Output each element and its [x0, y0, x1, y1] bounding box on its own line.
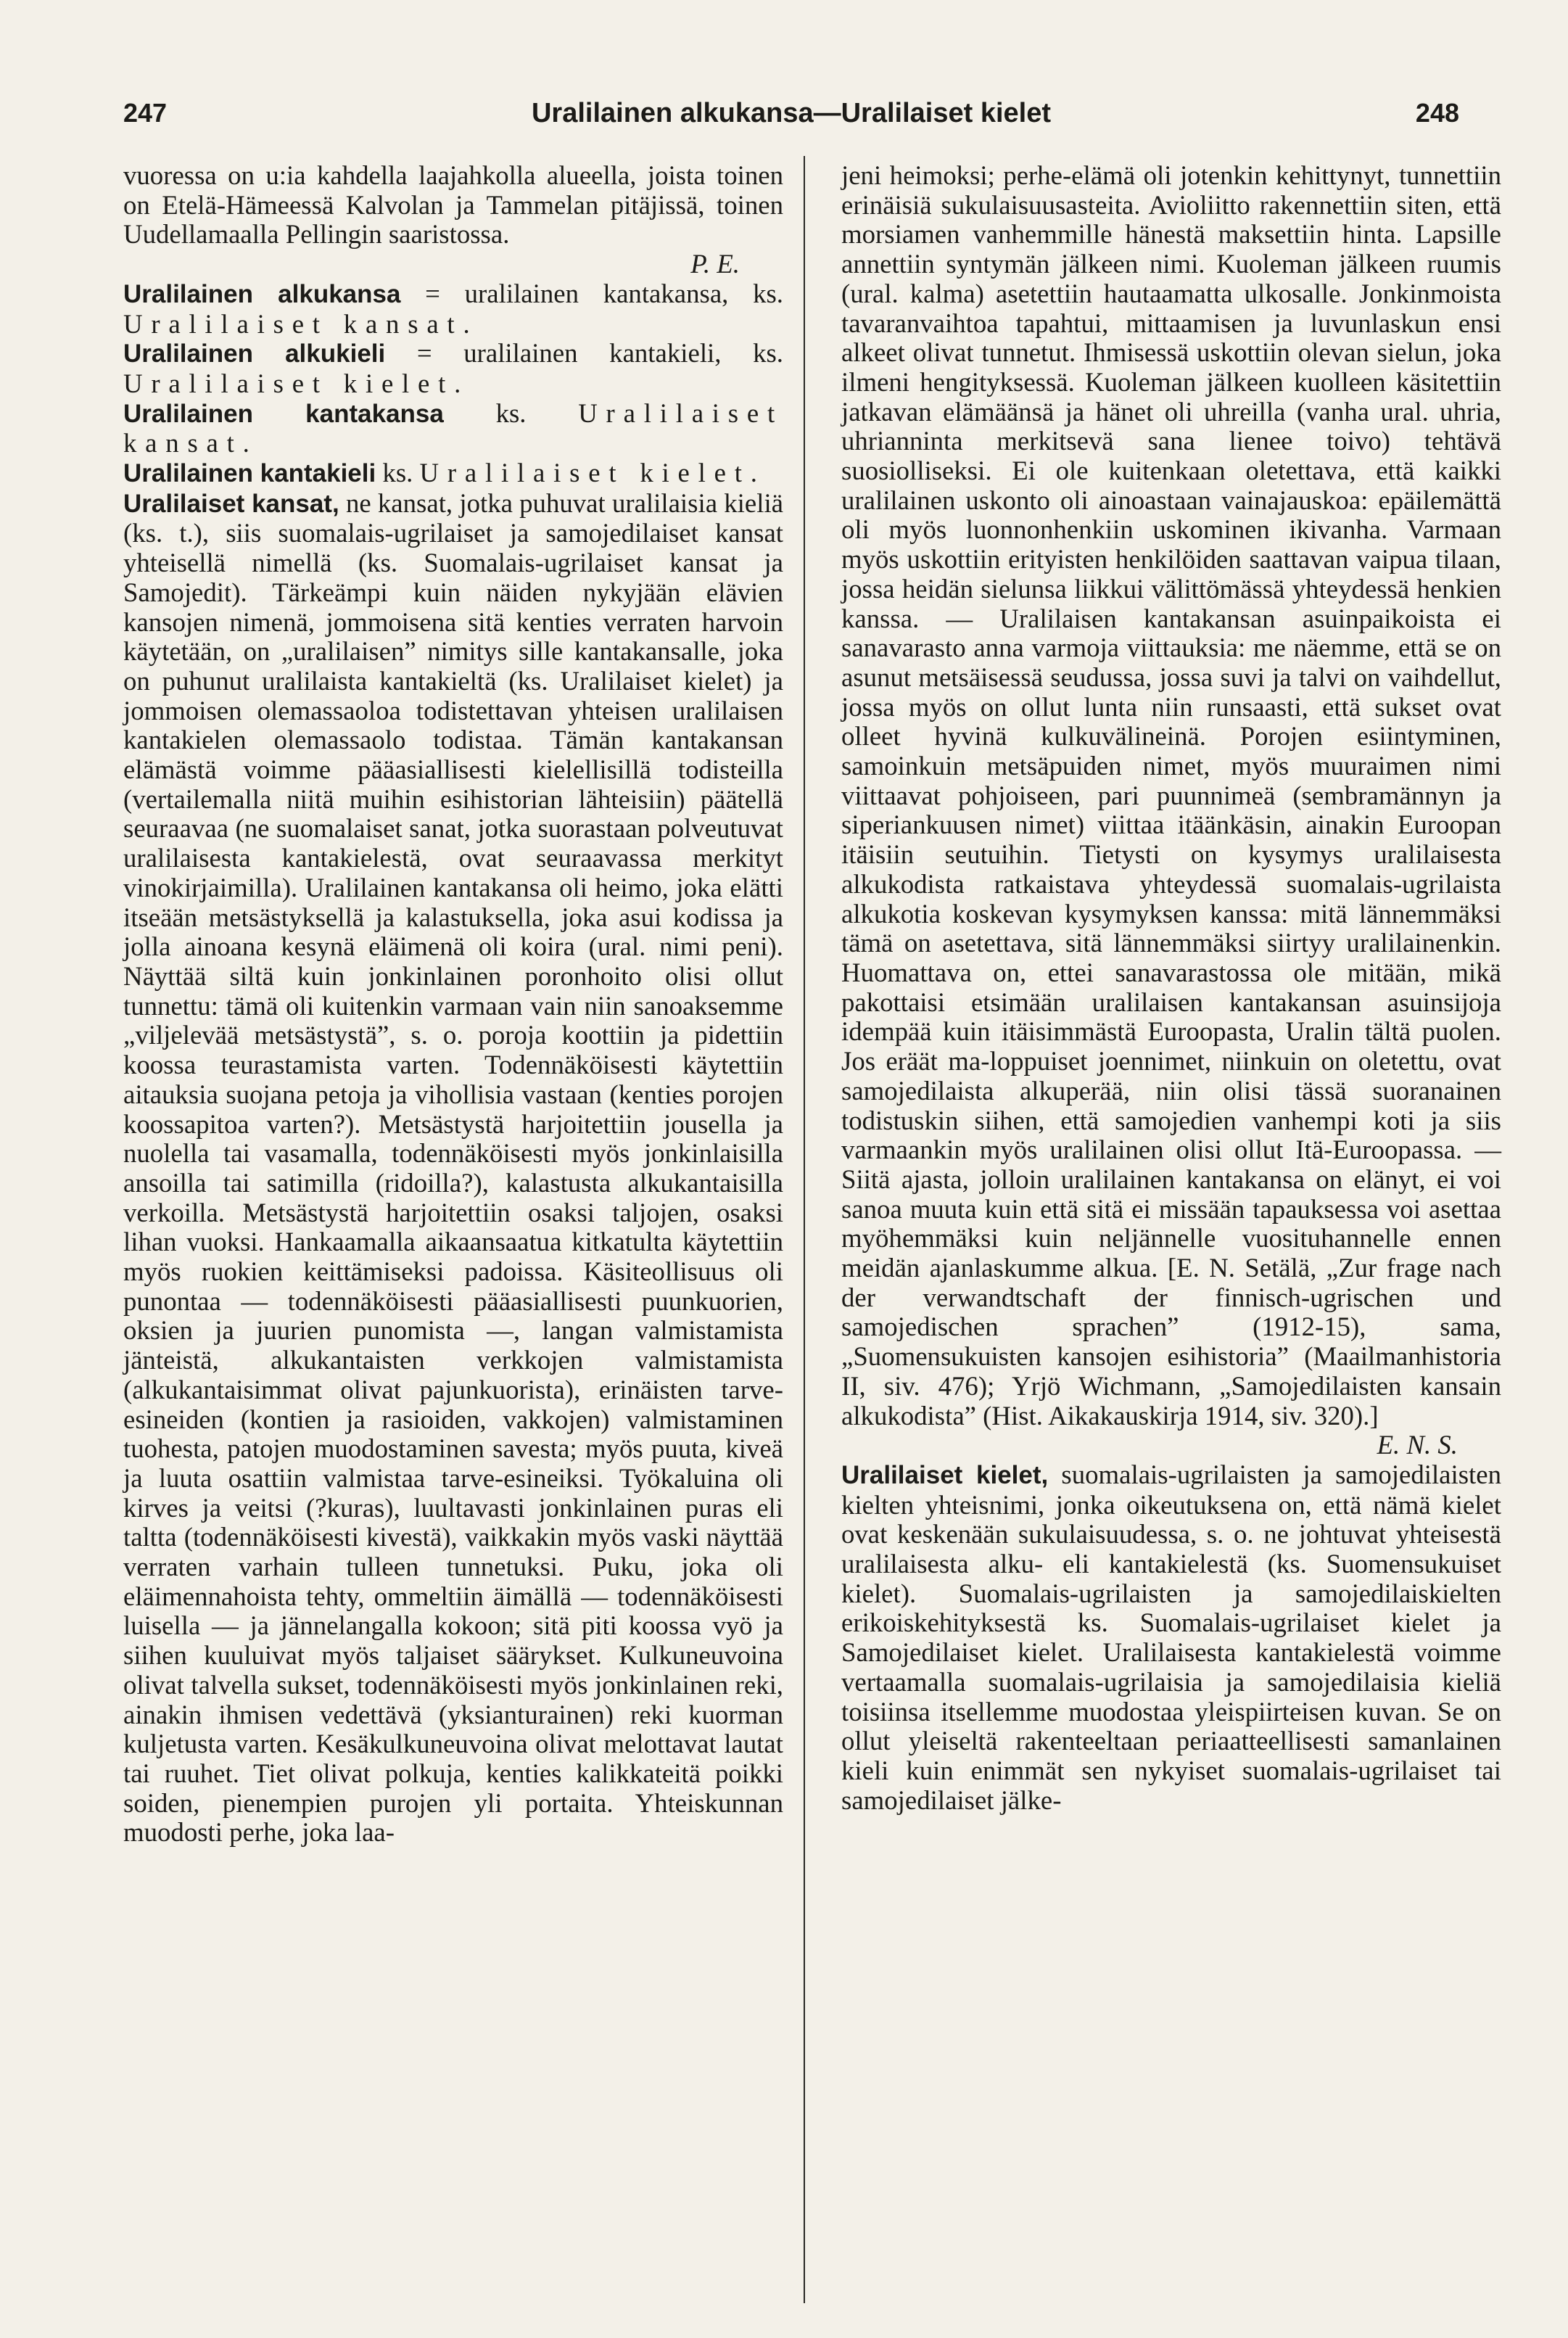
- entry-headword: Uralilainen alkukieli: [123, 339, 386, 369]
- entry-headword: Uralilaiset kielet,: [841, 1460, 1049, 1489]
- entry-body-end: .: [750, 458, 757, 488]
- entry-headword: Uralilainen kantakieli: [123, 459, 376, 488]
- dictionary-entry: [841, 1460, 1501, 1815]
- page-number-left: 247: [123, 98, 168, 128]
- entry-body-end: .: [454, 368, 461, 398]
- entry-body: vuoressa on u:ia kahdella laajahkolla alueella, joista toinen on Etelä-Hämeessä Kalvolan ja Tammelan pitäjissä, toinen Uudellamaalla Pellingin saaristossa.: [123, 160, 783, 250]
- entry-text: [841, 161, 1501, 1431]
- entry-body-end: .: [463, 308, 470, 339]
- entry-body: ks.: [376, 458, 420, 488]
- entry-body: ne kansat, jotka puhuvat uralilaisia kieliä (ks. t.), siis suomalais-ugrilaiset ja samojedilaiset kansat yhteisellä nimellä (ks. Suomalais-ugrilaiset kansat ja Samojedit). Tärkeämpi kuin näiden nykyjään elävien kansojen nimenä, jommoisena sitä kenties verraten harvoin käytetään, on „uralilaisen” nimitys sille kantakansalle, joka on puhunut uralilaista kantakieltä (ks. Uralilaiset kielet) ja jommoisen olemassaoloa todistettavan yhteisen uralilaisen kantakielen olemassaolo todistaa. Tämän kantakansan elämästä voimme pääasiallisesti kielellisillä todisteilla (vertailemalla niitä muihin esihistorian lähteisiin) päätellä seuraavaa (ne suomalaiset sanat, jotka suorastaan polveutuvat uralilaisesta kantakielestä, ovat seuraavassa merkityt vinokirjaimilla). Uralilainen kantakansa oli heimo, joka elätti itseään metsästyksellä ja kalastuksella, joka asui kodissa ja jolla ainoana kesynä eläimenä oli koira (ural. nimi peni). Näyttää siltä kuin jonkinlainen poronhoito olisi ollut tunnettu: tämä oli kuitenkin varmaan vain niin sanoaksemme „viljelevää metsästystä”, s. o. poroja koottiin ja pidettiin koossa teurastamista varten. Todennäköisesti käytettiin aitauksia suojana petoja ja vihollisia vastaan (kenties porojen koossapitoa varten?). Metsästystä harjoitettiin jousella ja nuolella tai vasamalla, todennäköisesti myös jonkinlaisilla ansoilla tai satimilla (ridoilla?), kalastusta alkukantaisilla verkoilla. Metsästystä harjoitettiin osaksi taljojen, osaksi lihan vuoksi. Hankaamalla aikaansaatua kitkatulta käytettiin myös ruokien keittämiseksi padoissa. Käsiteollisuus oli punontaa — todennäköisesti pääasiallisesti puunkuorien, oksien ja juurien punomista —, langan valmistamista jänteistä, alkukantaisten verkkojen valmistamista (alkukantaisimmat olivat pajunkuorista), erinäisten tarve-esineiden (kontien ja rasioiden, vakkojen) valmistaminen tuohesta, patojen muodostaminen savesta; myös puuta, kiveä ja luuta osattiin valmistaa tarve-esineiksi. Työkaluina oli kirves ja veitsi (?kuras), luultavasti jonkinlainen puras eli taltta (todennäköisesti kivestä), vaikkakin myös vaski näyttää verraten varhain tulleen tunnetuksi. Puku, joka oli eläimennahoista tehty, ommeltiin äimällä — todennäköisesti luisella — ja jännelangalla kokoon; sitä piti koossa vyö ja siihen kuuluivat myös taljaiset säärykset. Kulkuneuvoina olivat talvella sukset, todennäköisesti myös jonkinlainen reki, ainakin ihmisen vedettävä (yksianturainen) reki kuorman kuljetusta varten. Kesäkulkuneuvoina olivat melottavat lautat tai ruuhet. Tiet olivat polkuja, kenties kalikkateitä poikki soiden, pienempien purojen yli portaita. Yhteiskunnan muodosti perhe, joka laa-: [123, 487, 784, 1848]
- dictionary-entry: [123, 279, 783, 339]
- entry-text: [123, 161, 783, 250]
- entry-body: E. N. S.: [1377, 1430, 1458, 1460]
- entry-body: suomalais-ugrilaisten ja samojedilaisten kielten yhteisnimi, jonka oikeutuksena on, että nämä kielet ovat keskenään sukulaisuudessa, s. o. ne johtuvat yhteisestä uralilaisesta alku- eli kantakielestä (ks. Suomensukuiset kielet). Suomalais-ugrilaisten ja samojedilaiskielten erikoiskehityksestä ks. Suomalais-ugrilaiset kielet ja Samojedilaiset kielet. Uralilaisesta kantakielestä voimme vertaamalla suomalais-ugrilaisia ja samojedilaisia kieliä toisiinsa itsellemme muodostaa yleispiirteisen kuvan. Se on ollut yleiseltä rakenteeltaan periaatteellisesti samanlainen kieli kuin enimmät sen nykyiset suomalais-ugrilaiset tai samojedilaiset jälke-: [841, 1459, 1501, 1815]
- author-signature: [841, 1431, 1501, 1460]
- dictionary-entry: [123, 458, 783, 489]
- column-divider: [804, 156, 805, 2303]
- entry-body: ks.: [443, 398, 579, 428]
- entry-body: = uralilainen kantakieli, ks.: [385, 338, 783, 369]
- cross-reference: Uralilaiset kielet: [123, 368, 455, 398]
- right-column: [841, 161, 1501, 1815]
- entry-headword: Uralilainen kantakansa: [123, 399, 444, 428]
- entry-headword: Uralilainen alkukansa: [123, 279, 401, 308]
- entry-body: P. E.: [690, 249, 740, 279]
- entry-body-end: .: [242, 428, 249, 458]
- dictionary-entry: [123, 339, 783, 398]
- page-number-right: 248: [1415, 98, 1459, 128]
- entry-body: jeni heimoksi; perhe-elämä oli jotenkin kehittynyt, tunnettiin erinäisiä sukulaisuusasteita. Avioliitto rakennettiin siten, että morsiamen vanhemmille hänestä maksettiin hinta. Lapsille annettiin syntymän jälkeen nimi. Kuoleman jälkeen ruumis (ural. kalma) asetettiin hautaamatta ulkosalle. Jonkinmoista tavaranvaihtoa tapahtui, mittaamisen ja luvunlaskun ensi alkeet olivat tunnetut. Ihmisessä uskottiin olevan sielun, joka ilmeni hengityksessä. Kuoleman jälkeen kuolleen käsitettiin jatkavan elämäänsä ja hänet oli uhreilla (vanha ural. uhria, uhrianninta merkitsevä sana lienee toivo) tehtävä suosiolliseksi. Ei ole kuitenkaan oletettava, että kaikki uralilainen uskonto oli ainoastaan vainajauskoa: epäilemättä oli myös luonnonhenkiin uskominen ikivanha. Varmaan myös uskottiin erityisten henkilöiden saattavan vaipua tilaan, jossa heidän sielunsa liikkui välittömässä yhteydessä henkien kanssa. — Uralilaisen kantakansan asuinpaikoista ei sanavarasto anna varmoja viittauksia: me näemme, että se on asunut metsäisessä seudussa, jossa suvi ja talvi on vaihdellut, jossa myös on ollut lunta niin runsaasti, että sukset ovat olleet hyvinä kulkuvälineinä. Porojen esiintyminen, samoinkuin metsäpuiden nimet, myös muuraimen nimi viittaavat pohjoiseen, pari puunnimeä (sembramännyn ja siperiankuusen nimet) viittaa itäänkäsin, ainakin Euroopan itäisiin seutuihin. Tietysti on kysymys uralilaisesta alkukodista ratkaistava yhteydessä suomalais-ugrilaista alkukotia koskevan kysymyksen kanssa: mitä lännemmäksi tämä on asetettava, sitä lännemmäksi siirtyy uralilainenkin. Huomattava on, ettei sanavarastossa ole mitään, mikä pakottaisi etsimään uralilaisen kantakansan asuinsijoja idempää kuin itäisimmästä Euroopasta, Uralin tältä puolen. Jos eräät ma-loppuiset joennimet, niinkuin on oletettu, ovat samojedilaista alkuperää, niin olisi tässä suoranainen todistuskin siihen, että samojedien vanhempi koti ja siis varmaankin myös uralilainen olisi ollut Itä-Euroopassa. — Siitä ajasta, jolloin uralilainen kantakansa on elänyt, ei voi sanoa muuta kuin että sitä ei missään tapauksessa voi asettaa myöhemmäksi kuin neljännelle vuosituhannelle ennen meidän ajanlaskumme alkua. [E. N. Setälä, „Zur frage nach der verwandtschaft der finnisch-ugrischen und samojedischen sprachen” (1912-15), sama, „Suomensukuisten kansojen esihistoria” (Maailmanhistoria II, siv. 476); Yrjö Wichmann, „Samojedilaisten kansain alkukodista” (Hist. Aikakauskirja 1914, siv. 320).]: [841, 160, 1501, 1431]
- running-title: Uralilainen alkukansa—Uralilaiset kielet: [531, 98, 1051, 128]
- dictionary-entry: [123, 399, 783, 458]
- author-signature: [123, 250, 783, 279]
- cross-reference: Uralilaiset kansat: [123, 398, 783, 458]
- cross-reference: Uralilaiset kansat: [123, 308, 463, 339]
- dictionary-entry: [123, 489, 783, 1848]
- entry-body: = uralilainen kantakansa, ks.: [400, 278, 783, 308]
- running-header: [123, 98, 1459, 141]
- left-column: [123, 161, 783, 1848]
- entry-headword: Uralilaiset kansat,: [123, 489, 339, 518]
- cross-reference: Uralilaiset kielet: [419, 458, 751, 488]
